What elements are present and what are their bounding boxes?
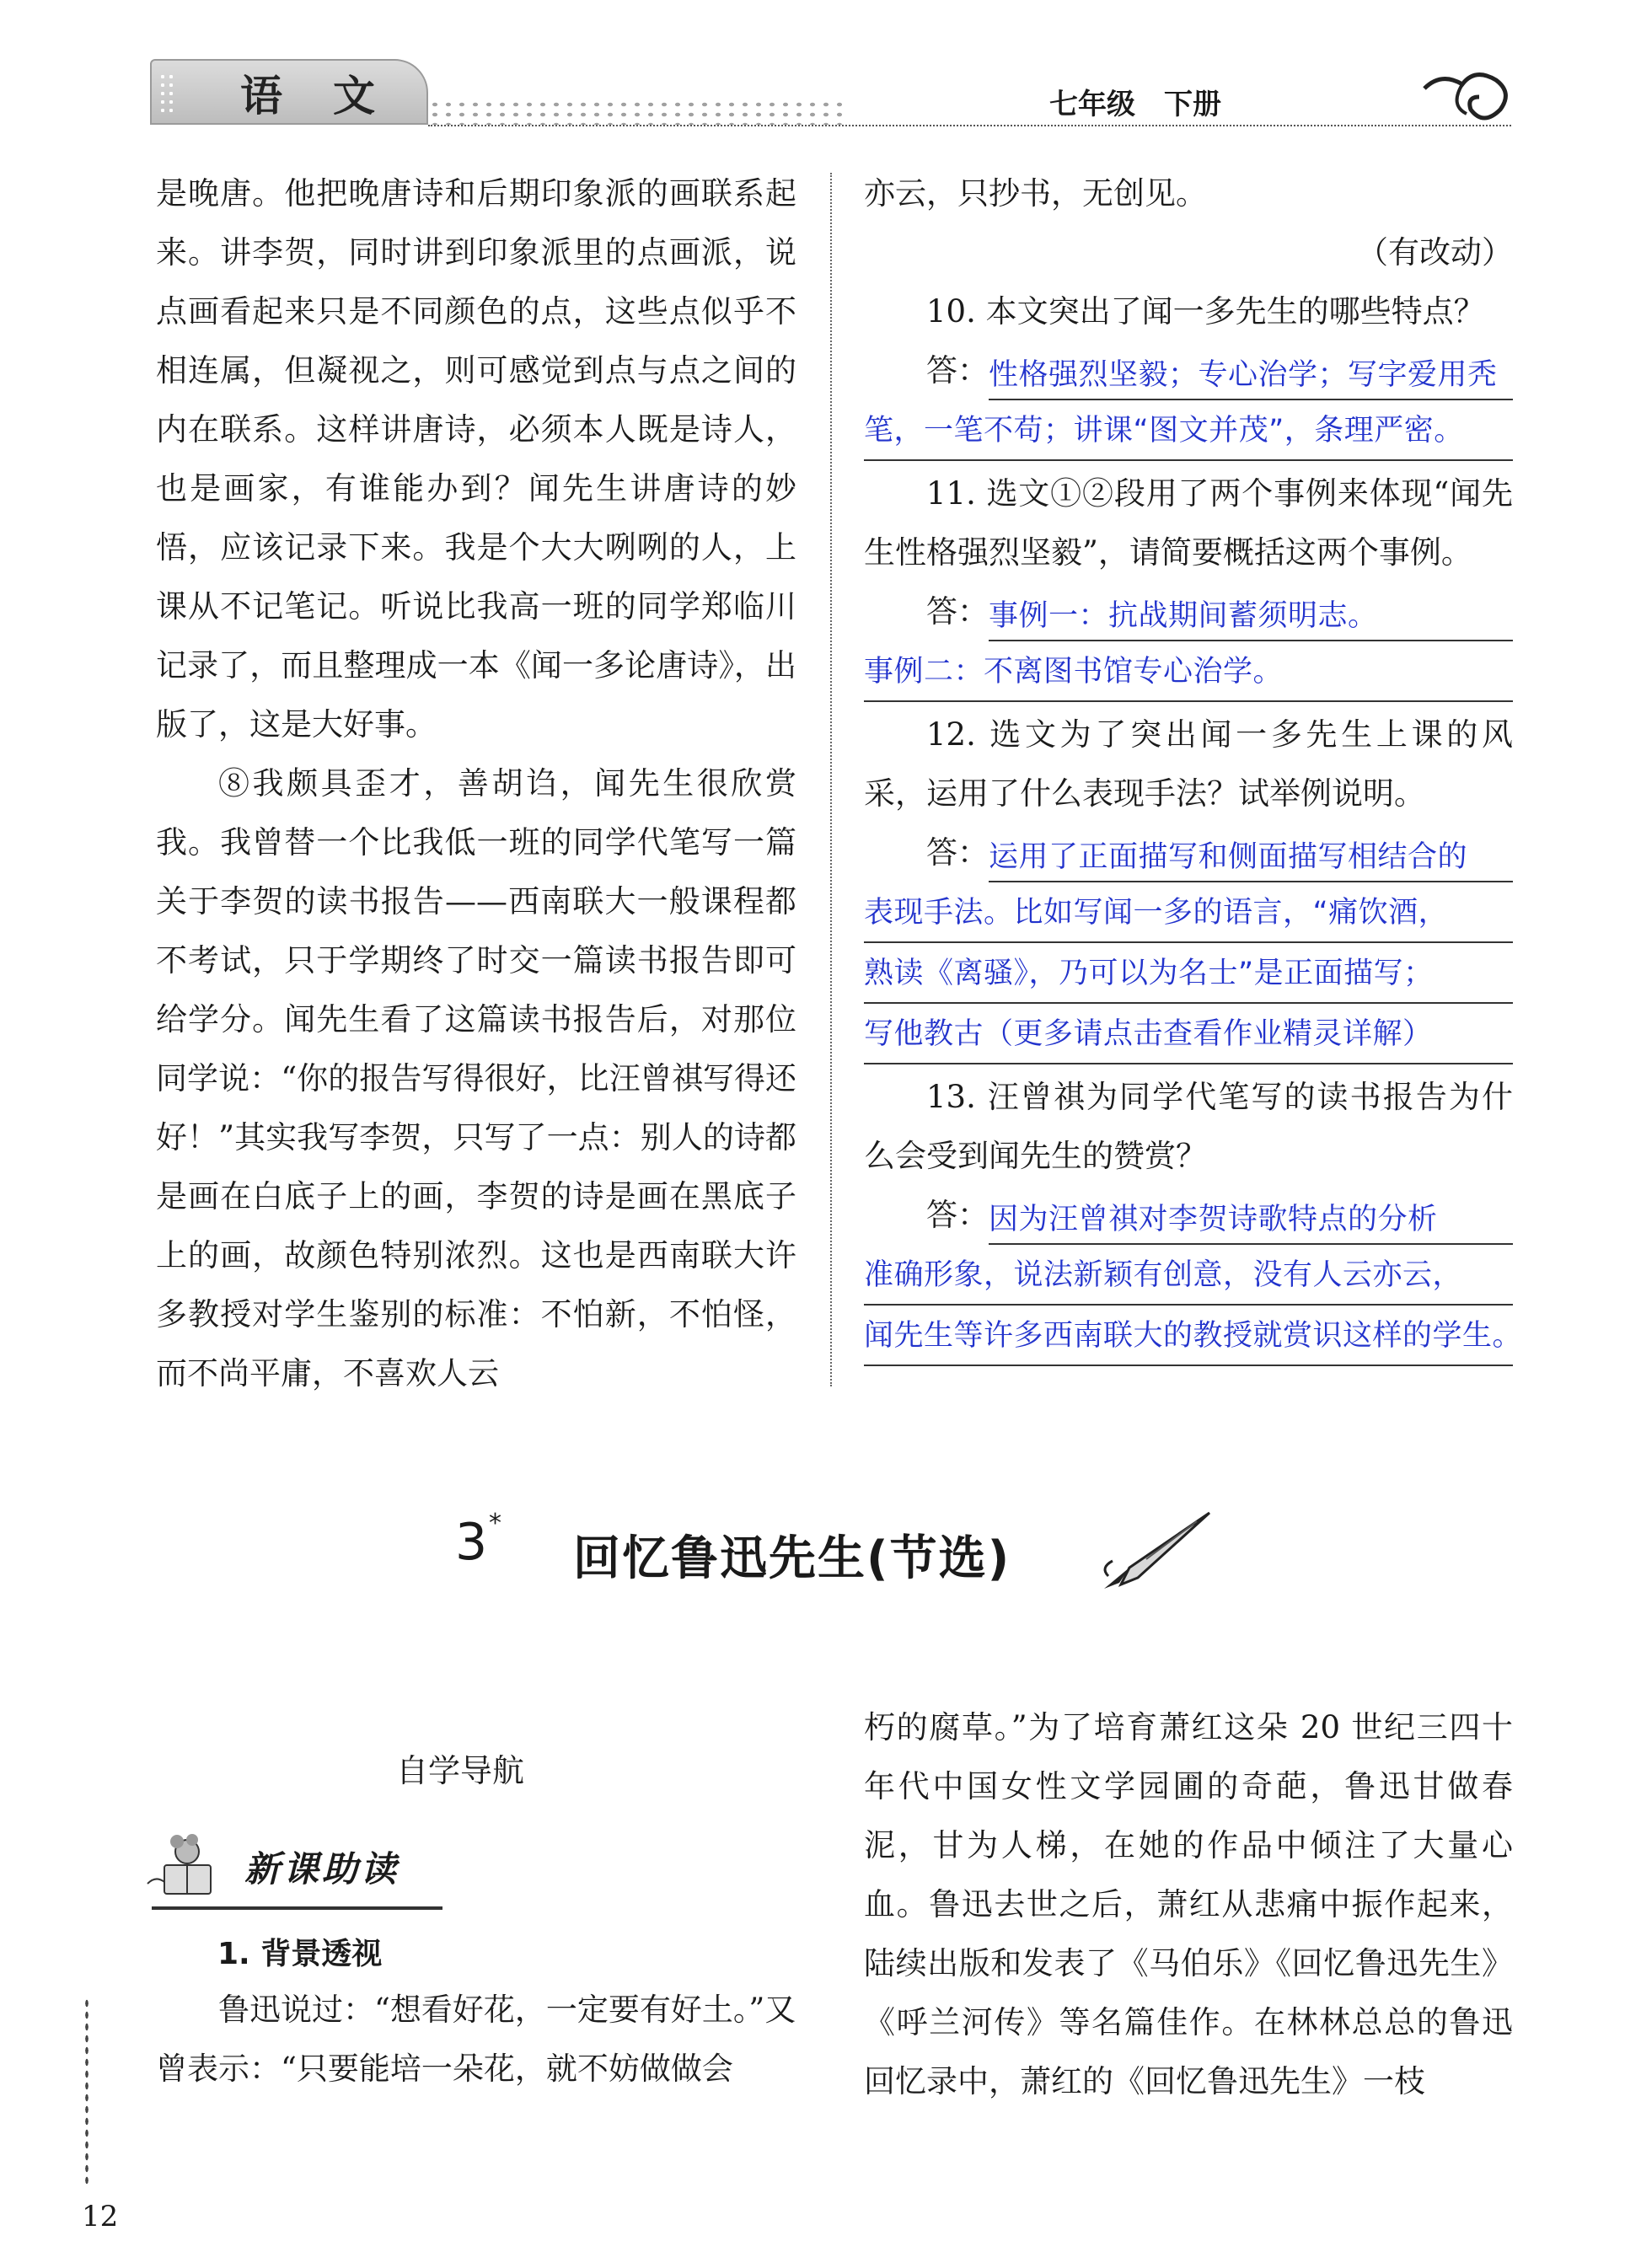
question-12: 12. 选文为了突出闻一多先生上课的风采，运用了什么表现手法？试举例说明。 [864, 716, 1513, 812]
bottom-right-paragraph: 朽的腐草。”为了培育萧红这朵 20 世纪三四十年代中国女性文学园圃的奇葩，鲁迅甘做春泥，甘为人梯，在她的作品中倾注了大量心血。鲁迅去世之后，萧红从悲痛中振作起来，陆续出版和发表了《马伯乐》《回忆鲁迅先生》《呼兰河传》等名篇佳作。在林林总总的鲁迅回忆录中，萧红的《回忆鲁迅先生》一枝 [864, 1709, 1513, 2099]
answer-label: 答： [926, 352, 989, 389]
page-number: 12 [82, 2200, 119, 2233]
header-grade: 七年级 下册 [1049, 88, 1221, 121]
answer-10-line-2[interactable]: 笔，一笔不苟；讲课“图文并茂”，条理严密。 [864, 407, 1513, 461]
margin-dots [84, 1997, 89, 2187]
answer-13-line-1[interactable]: 因为汪曾祺对李贺诗歌特点的分析 [989, 1196, 1513, 1245]
answer-12-line-3[interactable]: 熟读《离骚》，乃可以为名士”是正面描写； [864, 950, 1513, 1004]
answer-label: 答： [926, 1197, 989, 1233]
right-column [864, 164, 1523, 1366]
bottom-right-column [864, 1698, 1513, 2111]
question-13: 13. 汪曾祺为同学代笔写的读书报告为什么会受到闻先生的赞赏？ [864, 1079, 1513, 1174]
background-heading: 1. 背景透视 [217, 1937, 383, 1971]
column-divider [830, 173, 834, 1386]
question-11: 11. 选文①②段用了两个事例来体现“闻先生性格强烈坚毅”，请简要概括这两个事例。 [864, 475, 1513, 571]
header-rule [428, 125, 1511, 128]
question-10: 10. 本文突出了闻一多先生的哪些特点？ [926, 293, 1485, 330]
right-continuation: 亦云，只抄书，无创见。 [864, 175, 1207, 212]
answer-label: 答： [926, 593, 989, 630]
header-dot-pattern [158, 72, 175, 115]
answer-11-line-1[interactable]: 事例一：抗战期间蓄须明志。 [989, 592, 1513, 641]
lesson-number: 3 [455, 1513, 488, 1572]
pen-nib-icon [1096, 1509, 1214, 1593]
header-subject: 语文 [240, 72, 426, 121]
header-dotted-strip [428, 99, 850, 125]
lesson-title: 回忆鲁迅先生(节选) [573, 1531, 1011, 1586]
answer-10-row-1 [864, 341, 1513, 400]
background-paragraph [156, 1981, 796, 2099]
answer-10-line-1[interactable]: 性格强烈坚毅；专心治学；写字爱用秃 [989, 351, 1513, 400]
answer-13-line-3[interactable]: 闻先生等许多西南联大的教授就赏识这样的学生。 [864, 1312, 1513, 1366]
answer-label: 答： [926, 834, 989, 871]
swirl-logo-icon [1416, 63, 1517, 131]
left-paragraph-2: ⑧我颇具歪才，善胡诌，闻先生很欣赏我。我曾替一个比我低一班的同学代笔写一篇关于李贺的读书报告——西南联大一般课程都不考试，只于学期终了时交一篇读书报告即可给学分。闻先生看了这篇读书报告后，对那位同学说：“你的报告写得很好，比汪曾祺写得还好！”其实我写李贺，只写了一点：别人的诗都是画在白底子上的画，李贺的诗是画在黑底子上的画，故颜色特别浓烈。这也是西南联大许多教授对学生鉴别的标准：不怕新，不怕怪，而不尚平庸，不喜欢人云 [156, 765, 796, 1391]
new-lesson-banner: 新课助读 [244, 1848, 400, 1890]
answer-12-row-1 [864, 823, 1513, 882]
background-text: 鲁迅说过：“想看好花，一定要有好土。”又曾表示：“只要能培一朵花，就不妨做做会 [156, 1992, 796, 2087]
banner-rule [152, 1906, 442, 1910]
answer-12-line-4[interactable]: 写他教古（更多请点击查看作业精灵详解） [864, 1011, 1513, 1064]
left-column [156, 164, 796, 1403]
answer-12-line-1[interactable]: 运用了正面描写和侧面描写相结合的 [989, 834, 1513, 882]
answer-13-line-2[interactable]: 准确形象，说法新颖有创意，没有人云亦云， [864, 1252, 1513, 1306]
edit-note: （有改动） [1357, 234, 1513, 271]
left-paragraph-1: 是晚唐。他把晚唐诗和后期印象派的画联系起来。讲李贺，同时讲到印象派里的点画派，说点画看起来只是不同颜色的点，这些点似乎不相连属，但凝视之，则可感觉到点与点之间的内在联系。这样讲唐诗，必须本人既是诗人，也是画家，有谁能办到？闻先生讲唐诗的妙悟，应该记录下来。我是个大大咧咧的人，上课从不记笔记。听说比我高一班的同学郑临川记录了，而且整理成一本《闻一多论唐诗》，出版了，这是大好事。 [156, 175, 796, 743]
answer-11-row-1 [864, 582, 1513, 641]
answer-13-row-1 [864, 1186, 1513, 1245]
lesson-star: * [489, 1509, 501, 1538]
self-study-nav-title: 自学导航 [396, 1752, 525, 1789]
answer-11-line-2[interactable]: 事例二：不离图书馆专心治学。 [864, 648, 1513, 702]
answer-12-line-2[interactable]: 表现手法。比如写闻一多的语言，“痛饮酒， [864, 889, 1513, 943]
